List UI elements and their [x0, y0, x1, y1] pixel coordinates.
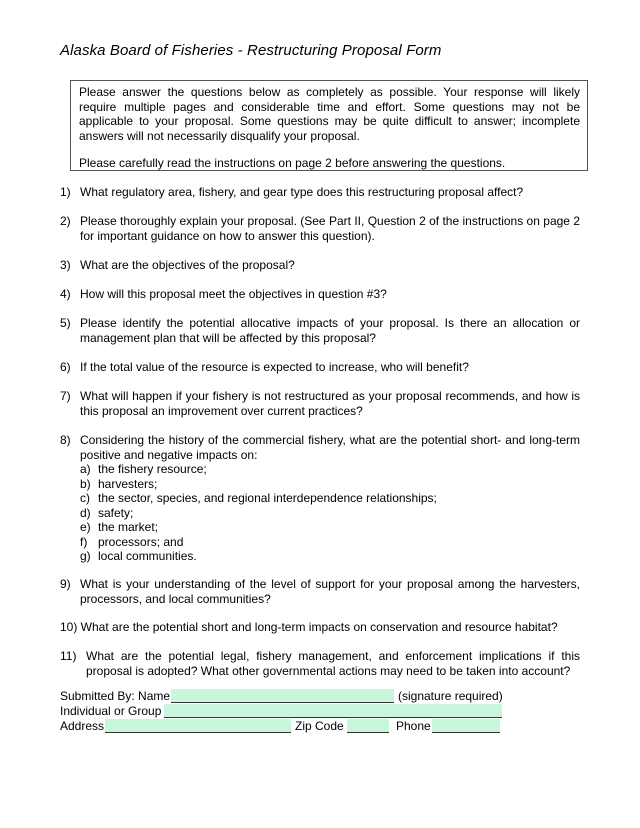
question-number: 9) — [60, 577, 71, 591]
question-text: Considering the history of the commercial fishery, what are the potential short- and long-term positive and negative impacts on: — [80, 433, 580, 462]
sub-item-text: the sector, species, and regional interdependence relationships; — [98, 491, 437, 505]
question-number: 5) — [60, 316, 71, 330]
question-number: 7) — [60, 389, 71, 403]
question-number: 3) — [60, 258, 71, 272]
phone-label: Phone — [396, 719, 431, 733]
sub-item-letter: g) — [80, 549, 91, 563]
question-text: What will happen if your fishery is not restructured as your proposal recommends, and how is this proposal an improvement over current practices? — [80, 389, 580, 418]
address-label: Address — [60, 719, 105, 733]
instructions-paragraph: Please answer the questions below as completely as possible. Your response will likely require multiple pages and considerable time and effort. Some questions may not be applicable to your proposal. Some questions may be quite difficult to answer; incomplete answers will not necessarily disqualify your proposal. — [79, 85, 580, 143]
page-title: Alaska Board of Fisheries - Restructuring Proposal Form — [60, 42, 442, 59]
question-text: Please identify the potential allocative impacts of your proposal. Is there an allocation or management plan that will be affected by this proposal? — [80, 316, 580, 345]
question-2 — [60, 214, 580, 243]
sub-item-text: the fishery resource; — [98, 462, 207, 476]
sub-item — [80, 462, 580, 477]
sub-item — [80, 549, 580, 564]
sub-item — [80, 491, 580, 506]
question-number: 1) — [60, 185, 71, 199]
sub-item-text: processors; and — [98, 534, 184, 549]
question-1 — [60, 185, 580, 200]
question-5 — [60, 316, 580, 345]
name-label: Submitted By: Name — [60, 689, 171, 703]
question-text: What are the potential legal, fishery management, and enforcement implications if this proposal is adopted? What other governmental actions may need to be taken into account? — [86, 649, 580, 678]
question-9 — [60, 577, 580, 606]
address-row — [60, 719, 580, 734]
zip-field[interactable] — [347, 719, 389, 733]
question-text: What regulatory area, fishery, and gear type does this restructuring proposal affect? — [80, 185, 524, 199]
phone-field[interactable] — [432, 719, 500, 733]
signature-note: (signature required) — [398, 689, 503, 703]
question-7 — [60, 389, 580, 418]
question-number: 6) — [60, 360, 71, 374]
sub-item-letter: f) — [80, 534, 88, 549]
question-text: Please thoroughly explain your proposal. (See Part II, Question 2 of the instructions on page 2 for important guidance on how to answer this question). — [80, 214, 580, 243]
sub-item-letter: a) — [80, 462, 91, 476]
question-text: How will this proposal meet the objectives in question #3? — [80, 287, 387, 301]
question-10 — [60, 620, 580, 635]
sub-item-text: harvesters; — [98, 476, 158, 491]
sub-item-letter: b) — [80, 476, 91, 491]
sub-item — [80, 535, 580, 550]
question-3 — [60, 258, 580, 273]
sub-item — [80, 506, 580, 521]
sub-item-text: safety; — [98, 505, 134, 520]
question-4 — [60, 287, 580, 302]
sub-item-text: local communities. — [98, 549, 197, 563]
individual-field[interactable] — [164, 704, 502, 718]
name-field[interactable] — [171, 689, 394, 703]
individual-row — [60, 704, 580, 719]
question-number: 11) — [60, 649, 77, 663]
question-text: What are the objectives of the proposal? — [80, 258, 295, 272]
instructions-box — [70, 80, 588, 171]
sub-item-letter: c) — [80, 491, 90, 505]
sub-item-letter: e) — [80, 520, 91, 534]
question-8 — [60, 433, 580, 564]
zip-label: Zip Code — [295, 719, 344, 733]
question-text: 10) What are the potential short and long-term impacts on conservation and resource habitat? — [60, 620, 558, 634]
sub-item — [80, 477, 580, 492]
individual-label: Individual or Group — [60, 704, 162, 718]
sub-item-letter: d) — [80, 505, 91, 520]
sub-item-text: the market; — [98, 520, 159, 534]
question-number: 2) — [60, 214, 71, 228]
question-6 — [60, 360, 580, 375]
question-text: If the total value of the resource is expected to increase, who will benefit? — [80, 360, 469, 374]
address-field[interactable] — [105, 719, 291, 733]
instructions-note: Please carefully read the instructions on page 2 before answering the questions. — [79, 156, 506, 170]
question-number: 8) — [60, 433, 71, 447]
name-row — [60, 689, 580, 704]
question-text: What is your understanding of the level of support for your proposal among the harvesters, processors, and local communities? — [80, 577, 580, 606]
question-number: 4) — [60, 287, 71, 301]
sub-item — [80, 520, 580, 535]
question-11 — [60, 649, 580, 678]
